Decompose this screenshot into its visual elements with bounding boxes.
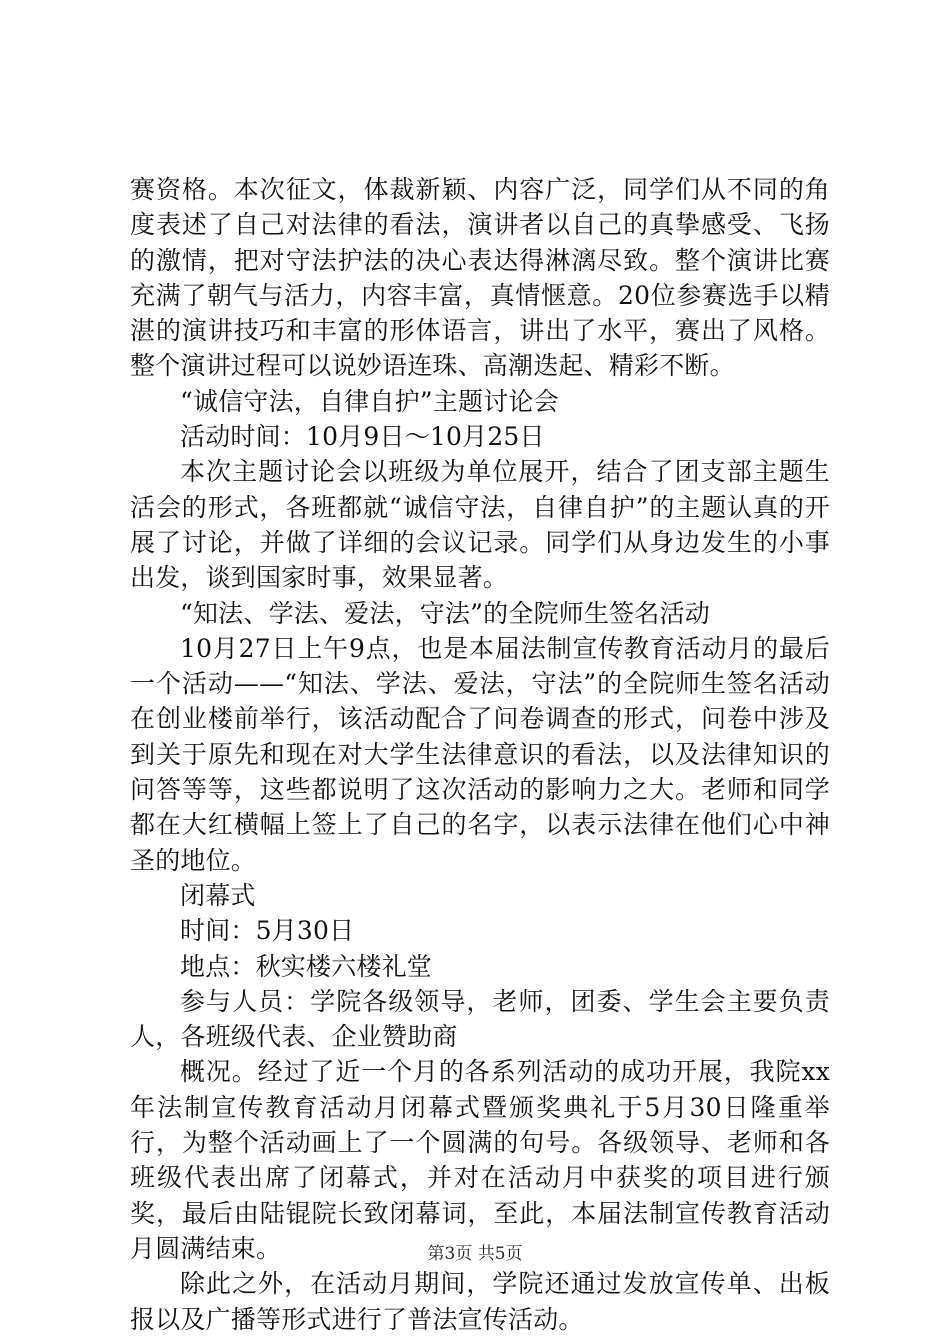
closing-location: 地点：秋实楼六楼礼堂 [180, 951, 433, 981]
section-heading-integrity-discussion: “诚信守法，自律自护”主题讨论会 [180, 386, 559, 416]
paragraph-additional: 除此之外，在活动月期间，学院还通过发放宣传单、出板报以及广播等形式进行了普法宣传活动。 [130, 1269, 830, 1334]
activity-time: 活动时间：10月9日～10月25日 [180, 422, 545, 452]
section-heading-closing: 闭幕式 [180, 880, 256, 910]
document-body [130, 172, 830, 1337]
closing-overview: 概况。经过了近一个月的各系列活动的成功开展，我院xx年法制宣传教育活动月闭幕式暨颁奖典礼于5月30日隆重举行，为整个活动画上了一个圆满的句号。各级领导、老师和各班级代表出席了闭幕式，并对在活动月中获奖的项目进行颁奖，最后由陆锟院长致闭幕词，至此，本届法制宣传教育活动月圆满结束。 [130, 1057, 830, 1263]
paragraph-signature: 10月27日上午9点，也是本届法制宣传教育活动月的最后一个活动——“知法、学法、爱法，守法”的全院师生签名活动在创业楼前举行，该活动配合了问卷调查的形式，问卷中涉及到关于原先和现在对大学生法律意识的看法，以及法律知识的问答等等，这些都说明了这次活动的影响力之大。老师和同学都在大红横幅上签上了自己的名字，以表示法律在他们心中神圣的地位。 [130, 633, 830, 875]
section-heading-signature-activity: “知法、学法、爱法，守法”的全院师生签名活动 [180, 598, 710, 628]
paragraph-discussion: 本次主题讨论会以班级为单位展开，结合了团支部主题生活会的形式，各班都就“诚信守法，自律自护”的主题认真的开展了讨论，并做了详细的会议记录。同学们从身边发生的小事出发，谈到国家时事，效果显著。 [130, 457, 830, 593]
paragraph-1: 赛资格。本次征文，体裁新颖、内容广泛，同学们从不同的角度表述了自己对法律的看法，演讲者以自己的真挚感受、飞扬的激情，把对守法护法的决心表达得淋漓尽致。整个演讲比赛充满了朝气与活力，内容丰富，真情惬意。20位参赛选手以精湛的演讲技巧和丰富的形体语言，讲出了水平，赛出了风格。整个演讲过程可以说妙语连珠、高潮迭起、精彩不断。 [130, 175, 830, 381]
page-number-footer: 第3页 共5页 [427, 1244, 523, 1264]
closing-time: 时间：5月30日 [180, 916, 355, 946]
closing-participants: 参与人员：学院各级领导，老师，团委、学生会主要负责人，各班级代表、企业赞助商 [130, 986, 830, 1052]
